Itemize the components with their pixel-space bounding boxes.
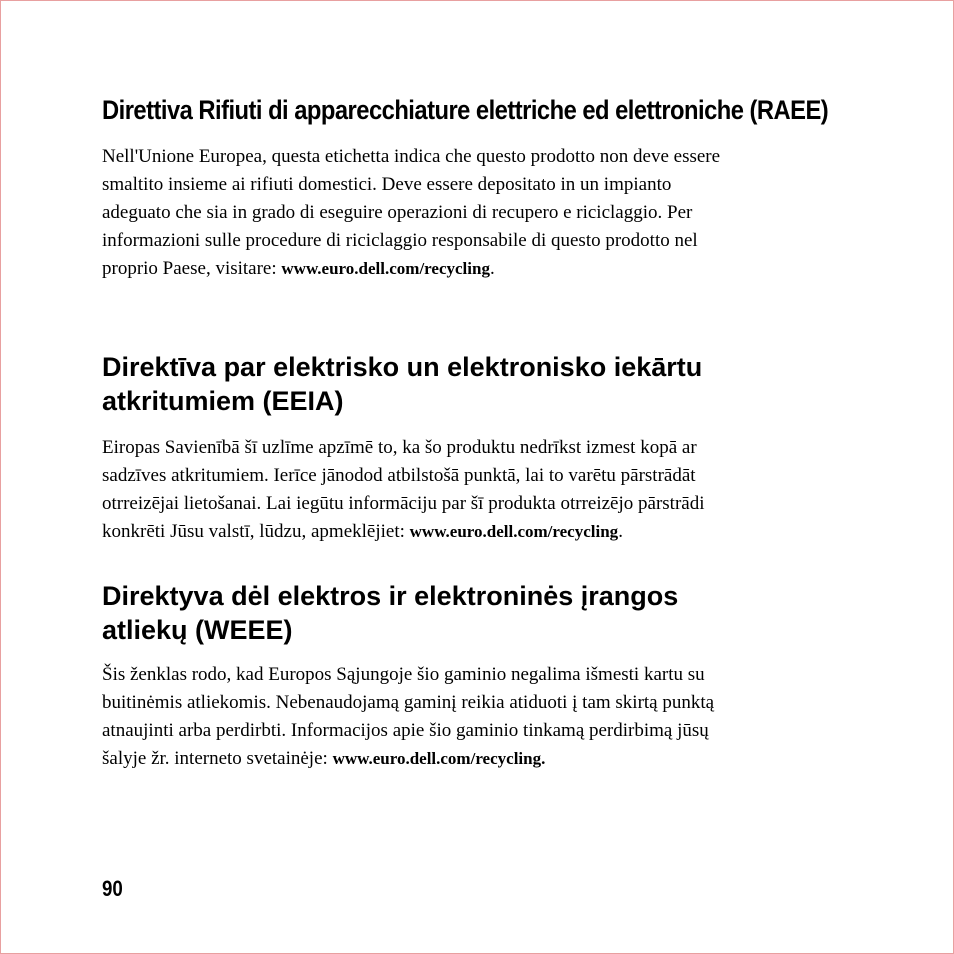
paragraph-line <box>102 255 862 283</box>
paragraph-line: Šis ženklas rodo, kad Europos Sąjungoje šio gaminio negalima išmesti kartu su <box>102 664 705 685</box>
paragraph-text: šalyje žr. interneto svetainėje: <box>102 748 333 769</box>
page-number: 90 <box>102 876 123 901</box>
section-weee <box>102 579 862 773</box>
recycling-link[interactable]: www.euro.dell.com/recycling <box>281 259 490 278</box>
paragraph-trail: . <box>618 521 623 542</box>
section-paragraph <box>102 143 862 283</box>
recycling-link[interactable]: www.euro.dell.com/recycling <box>409 522 619 541</box>
paragraph-line: smaltito insieme ai rifiuti domestici. Deve essere depositato in un impianto <box>102 174 672 195</box>
paragraph-line: otrreizējai lietošanai. Lai iegūtu informāciju par šī produkta otrreizējo pārstrādi <box>102 493 705 514</box>
section-paragraph <box>102 434 862 546</box>
paragraph-line: Eiropas Savienībā šī uzlīme apzīmē to, ka šo produktu nedrīkst izmest kopā ar <box>102 437 697 458</box>
heading-line: Direktyva dėl elektros ir elektroninės įrangos <box>102 581 679 611</box>
heading-line: Direktīva par elektrisko un elektronisko iekārtu <box>102 352 703 382</box>
paragraph-text: proprio Paese, visitare: <box>102 258 282 279</box>
paragraph-line: informazioni sulle procedure di riciclaggio responsabile di questo prodotto nel <box>102 230 698 251</box>
heading-text: Direttiva Rifiuti di apparecchiature elettriche ed elettroniche (RAEE) <box>102 95 829 125</box>
section-heading <box>102 93 859 127</box>
paragraph-line <box>102 518 862 546</box>
paragraph-text: konkrēti Jūsu valstī, lūdzu, apmeklējiet: <box>102 521 410 542</box>
paragraph-line: atnaujinti arba perdirbti. Informacijos apie šio gaminio tinkamą perdirbimą jūsų <box>102 720 709 741</box>
paragraph-trail: . <box>489 258 495 279</box>
paragraph-line: Nell'Unione Europea, questa etichetta indica che questo prodotto non deve essere <box>102 146 721 167</box>
heading-line: atkritumiem (EEIA) <box>102 386 344 416</box>
heading-line: atliekų (WEEE) <box>102 615 293 645</box>
section-heading <box>102 579 862 647</box>
section-eeia <box>102 350 862 546</box>
section-raee <box>102 93 862 283</box>
paragraph-line: buitinėmis atliekomis. Nebenaudojamą gaminį reikia atiduoti į tam skirtą punktą <box>102 692 715 713</box>
paragraph-line <box>102 745 862 773</box>
paragraph-line: adeguato che sia in grado di eseguire operazioni di recupero e riciclaggio. Per <box>102 202 693 223</box>
recycling-link[interactable]: www.euro.dell.com/recycling. <box>332 749 546 768</box>
paragraph-line: sadzīves atkritumiem. Ierīce jānodod atbilstošā punktā, lai to varētu pārstrādāt <box>102 465 696 486</box>
section-paragraph <box>102 661 862 773</box>
section-heading <box>102 350 862 418</box>
